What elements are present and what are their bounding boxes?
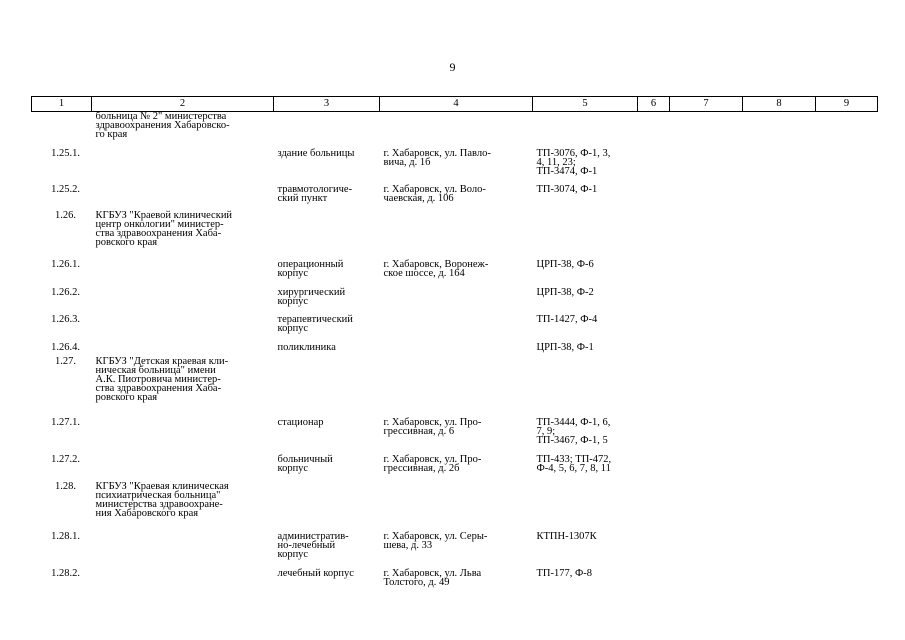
row-number: 1.25.1.	[51, 147, 80, 159]
row-number: 1.27.	[55, 355, 76, 367]
empty-cell	[743, 288, 816, 315]
empty-cell	[638, 185, 670, 211]
empty-cell	[743, 149, 816, 185]
object-address: г. Хабаровск, ул. Павло- вича, д. 1б	[383, 147, 491, 168]
power-source: ЦРП-38, Ф-2	[536, 286, 594, 298]
table-body	[32, 112, 878, 595]
object-address: г. Хабаровск, ул. Серы- шева, д. 33	[383, 530, 488, 551]
organization-name	[92, 343, 274, 357]
organization-name	[92, 149, 274, 185]
empty-cell	[743, 569, 816, 595]
empty-cell	[638, 569, 670, 595]
row-number: 1.25.2.	[51, 183, 80, 195]
row-number: 1.26.	[55, 209, 76, 221]
power-source	[533, 482, 638, 532]
object-name: административ- но-лечебный корпус	[277, 530, 349, 560]
table-row	[32, 532, 878, 569]
empty-cell	[816, 482, 878, 532]
empty-cell	[670, 288, 743, 315]
column-header: 9	[816, 97, 878, 112]
power-source: ЦРП-38, Ф-6	[536, 258, 594, 270]
object-address	[380, 288, 533, 315]
table-row	[32, 343, 878, 357]
object-name: лечебный корпус	[277, 567, 354, 579]
row-number: 1.26.4.	[51, 341, 80, 353]
row-number: 1.28.1.	[51, 530, 80, 542]
empty-cell	[638, 532, 670, 569]
object-address: г. Хабаровск, Воронеж- ское шоссе, д. 164	[383, 258, 489, 279]
column-header: 6	[638, 97, 670, 112]
object-name	[274, 357, 380, 418]
empty-cell	[816, 288, 878, 315]
table-row	[32, 185, 878, 211]
object-address	[380, 315, 533, 343]
table-row	[32, 211, 878, 260]
object-address: г. Хабаровск, ул. Про- грессивная, д. 2б	[383, 453, 482, 474]
table-row	[32, 149, 878, 185]
row-number: 1.26.1.	[51, 258, 80, 270]
object-address	[380, 211, 533, 260]
empty-cell	[743, 315, 816, 343]
empty-cell	[670, 185, 743, 211]
row-number: 1.27.2.	[51, 453, 80, 465]
object-name: терапевтический корпус	[277, 313, 353, 334]
empty-cell	[638, 482, 670, 532]
empty-cell	[816, 260, 878, 288]
empty-cell	[743, 455, 816, 482]
empty-cell	[638, 149, 670, 185]
table-row	[32, 418, 878, 455]
empty-cell	[638, 112, 670, 149]
power-source	[533, 211, 638, 260]
table-row	[32, 569, 878, 595]
power-source	[533, 112, 638, 149]
object-name	[274, 211, 380, 260]
organization-name: КГБУЗ "Краевая клиническая психиатрическая больница" министерства здравоохране- ния Хабаровского края	[95, 480, 229, 519]
empty-cell	[670, 532, 743, 569]
object-address	[380, 112, 533, 149]
empty-cell	[743, 343, 816, 357]
object-address	[380, 343, 533, 357]
empty-cell	[816, 211, 878, 260]
empty-cell	[638, 260, 670, 288]
table-row	[32, 260, 878, 288]
object-address: г. Хабаровск, ул. Про- грессивная, д. 6	[383, 416, 482, 437]
empty-cell	[816, 149, 878, 185]
row-number: 1.26.2.	[51, 286, 80, 298]
empty-cell	[670, 315, 743, 343]
power-source: ТП-3444, Ф-1, 6, 7, 9; ТП-3467, Ф-1, 5	[536, 416, 611, 446]
empty-cell	[638, 418, 670, 455]
organization-name	[92, 532, 274, 569]
empty-cell	[638, 288, 670, 315]
power-source: ЦРП-38, Ф-1	[536, 341, 594, 353]
empty-cell	[816, 343, 878, 357]
object-address	[380, 357, 533, 418]
empty-cell	[670, 149, 743, 185]
power-source: ТП-1427, Ф-4	[536, 313, 598, 325]
power-source	[533, 357, 638, 418]
empty-cell	[743, 418, 816, 455]
object-name	[274, 112, 380, 149]
object-address	[380, 482, 533, 532]
empty-cell	[638, 455, 670, 482]
empty-cell	[816, 532, 878, 569]
object-name: стационар	[277, 416, 324, 428]
organization-name: больница № 2" министерства здравоохранения Хабаровско- го края	[95, 111, 230, 140]
empty-cell	[670, 482, 743, 532]
table-row	[32, 112, 878, 149]
table-header-row	[32, 97, 878, 112]
empty-cell	[670, 418, 743, 455]
organization-name	[92, 315, 274, 343]
object-address: г. Хабаровск, ул. Льва Толстого, д. 49	[383, 567, 482, 588]
column-header: 7	[670, 97, 743, 112]
table-row	[32, 482, 878, 532]
empty-cell	[670, 112, 743, 149]
object-name: поликлиника	[277, 341, 336, 353]
empty-cell	[816, 315, 878, 343]
column-header: 8	[743, 97, 816, 112]
empty-cell	[743, 185, 816, 211]
column-header: 2	[92, 97, 274, 112]
power-source: ТП-3076, Ф-1, 3, 4, 11, 23; ТП-3474, Ф-1	[536, 147, 611, 177]
power-source: ТП-3074, Ф-1	[536, 183, 598, 195]
object-name: хирургический корпус	[277, 286, 346, 307]
empty-cell	[816, 569, 878, 595]
empty-cell	[638, 343, 670, 357]
empty-cell	[670, 569, 743, 595]
column-header: 4	[380, 97, 533, 112]
empty-cell	[743, 482, 816, 532]
power-source: ТП-433; ТП-472, Ф-4, 5, 6, 7, 8, 11	[536, 453, 612, 474]
column-header: 3	[274, 97, 380, 112]
empty-cell	[670, 357, 743, 418]
empty-cell	[743, 260, 816, 288]
table-row	[32, 455, 878, 482]
organization-name	[92, 418, 274, 455]
empty-cell	[816, 455, 878, 482]
row-number: 1.27.1.	[51, 416, 80, 428]
object-name: здание больницы	[277, 147, 355, 159]
organization-name	[92, 185, 274, 211]
page-number: 9	[449, 60, 456, 74]
empty-cell	[670, 343, 743, 357]
empty-cell	[670, 260, 743, 288]
organization-name: КГБУЗ "Краевой клинический центр онкологии" министер- ства здравоохранения Хаба- ровского края	[95, 209, 233, 248]
empty-cell	[743, 532, 816, 569]
object-name	[274, 482, 380, 532]
empty-cell	[816, 112, 878, 149]
row-number: 1.28.	[55, 480, 76, 492]
table-row	[32, 357, 878, 418]
row-number: 1.28.2.	[51, 567, 80, 579]
empty-cell	[743, 112, 816, 149]
empty-cell	[638, 211, 670, 260]
empty-cell	[743, 357, 816, 418]
organization-name	[92, 455, 274, 482]
table-row	[32, 288, 878, 315]
object-name: травмотологиче- ский пункт	[277, 183, 353, 204]
empty-cell	[816, 418, 878, 455]
empty-cell	[816, 357, 878, 418]
organization-name	[92, 260, 274, 288]
empty-cell	[670, 211, 743, 260]
power-source: КТПН-1307К	[536, 530, 597, 542]
organization-name: КГБУЗ "Детская краевая кли- ническая больница" имени А.К. Пиотровича министер- ства здравоохранения Хаба- ровского края	[95, 355, 229, 403]
empty-cell	[638, 357, 670, 418]
organization-name	[92, 288, 274, 315]
empty-cell	[743, 211, 816, 260]
column-header: 5	[533, 97, 638, 112]
objects-table	[31, 96, 878, 595]
empty-cell	[670, 455, 743, 482]
empty-cell	[638, 315, 670, 343]
power-source: ТП-177, Ф-8	[536, 567, 593, 579]
column-header: 1	[32, 97, 92, 112]
object-name: операционный корпус	[277, 258, 344, 279]
row-number: 1.26.3.	[51, 313, 80, 325]
empty-cell	[816, 185, 878, 211]
object-address: г. Хабаровск, ул. Воло- чаевская, д. 106	[383, 183, 486, 204]
organization-name	[92, 569, 274, 595]
row-number	[32, 112, 92, 149]
table-row	[32, 315, 878, 343]
object-name: больничный корпус	[277, 453, 333, 474]
